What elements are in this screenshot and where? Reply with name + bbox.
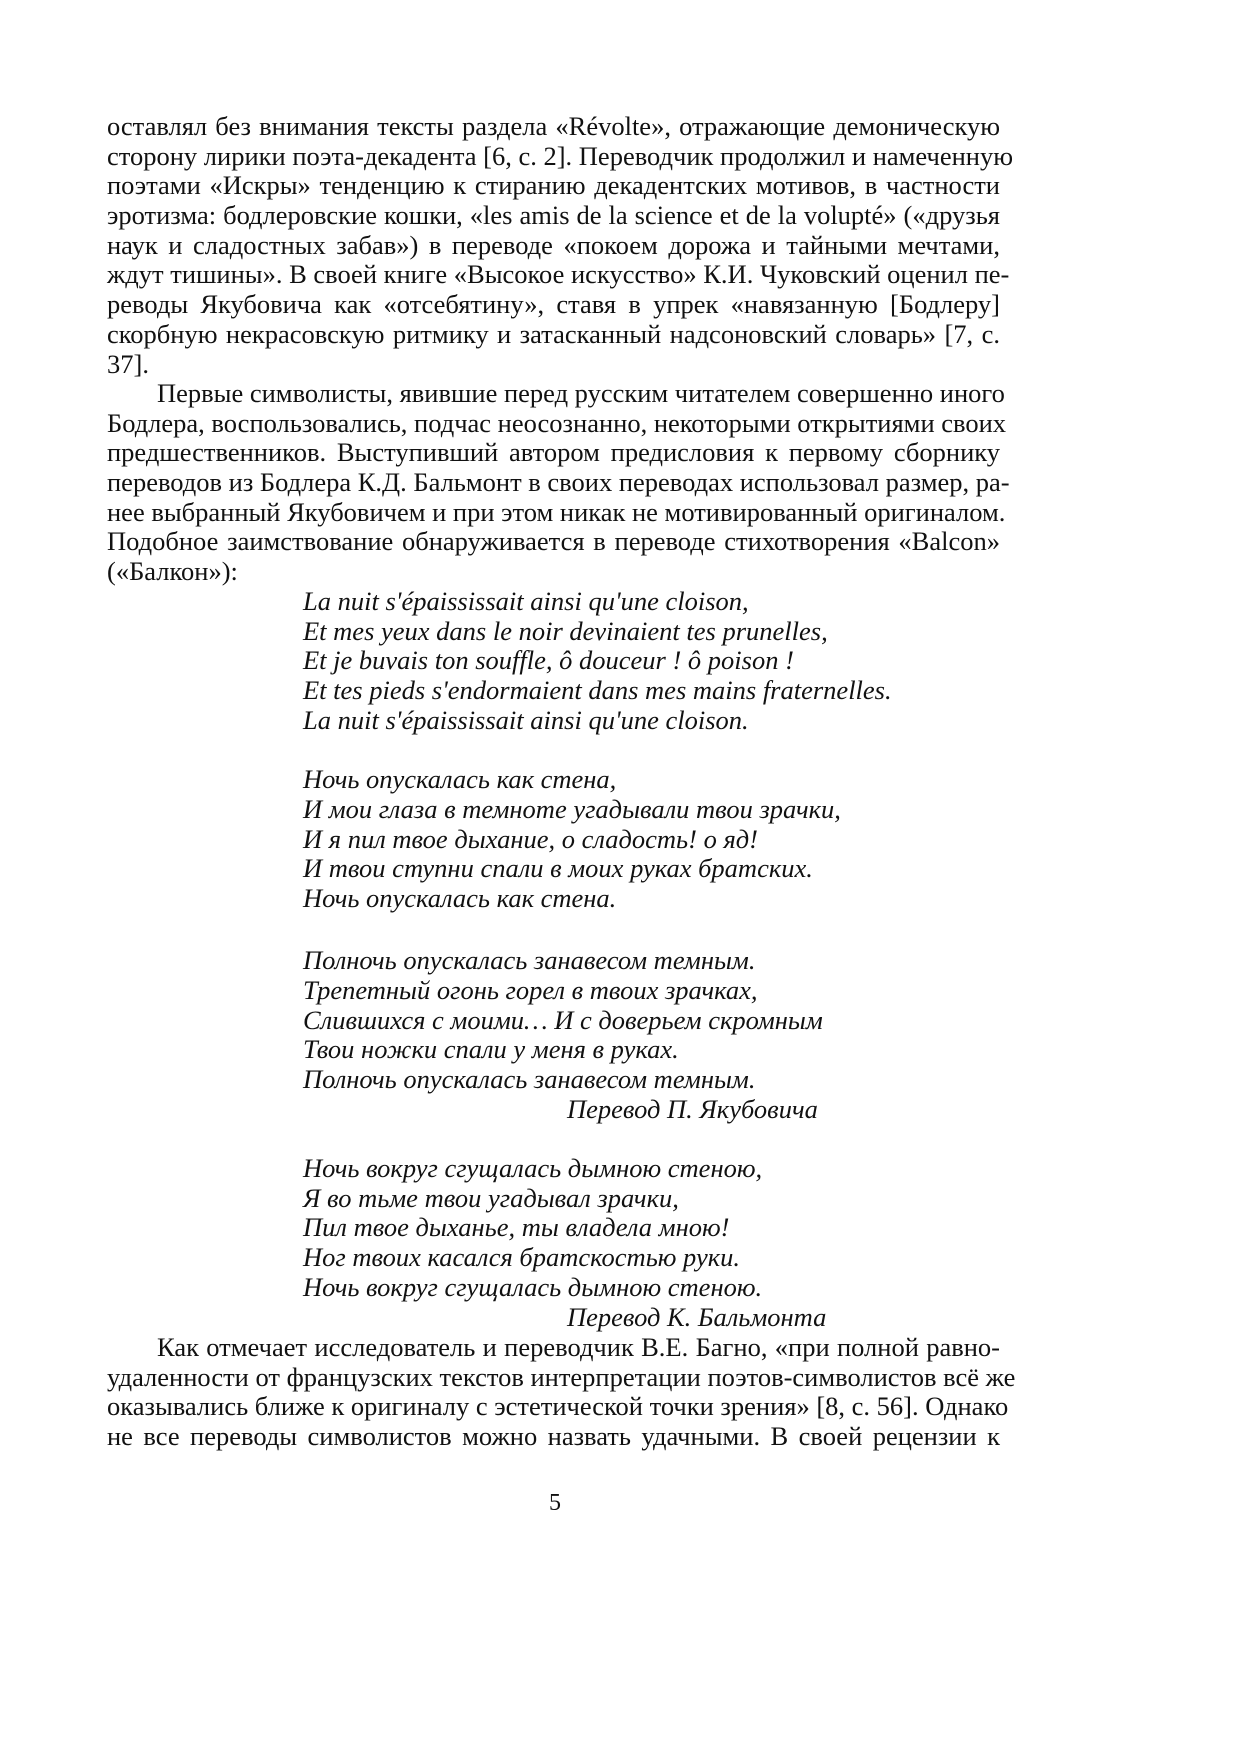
paragraph-1 xyxy=(107,111,1014,379)
text-line: («Балкон»): xyxy=(107,556,238,587)
verse-line: Ночь вокруг сгущалась дымною стеною. xyxy=(303,1271,763,1302)
text-line: эротизма: бодлеровские кошки, «les amis de la science et de la volupté» («друзья xyxy=(107,200,1000,231)
verse-line: Трепетный огонь горел в твоих зрачках, xyxy=(303,974,758,1005)
verse-line: Слившихся с моими… И с доверьем скромным xyxy=(303,1004,823,1035)
verse-line: Et mes yeux dans le noir devinaient tes prunelles, xyxy=(303,615,828,646)
verse-line: Ног твоих касался братскостью руки. xyxy=(303,1242,740,1273)
verse-line: Твои ножки спали у меня в руках. xyxy=(303,1034,679,1065)
stanza-balmont xyxy=(303,1154,892,1302)
text-line: Бодлера, воспользовались, подчас неосознанно, некоторыми открытиями своих xyxy=(107,407,1007,438)
verse-line: Полночь опускалась занавесом темным. xyxy=(303,1064,756,1094)
verse-line: Я во тьме твои угадывал зрачки, xyxy=(303,1182,679,1213)
text-line: реводы Якубовича как «отсебятину», ставя в упрек «навязанную [Бодлеру] xyxy=(107,289,1000,320)
text-line: Как отмечает исследователь и переводчик В.Е. Багно, «при полной равно- xyxy=(157,1332,1000,1362)
attribution-balmont: Перевод К. Бальмонта xyxy=(567,1301,827,1332)
verse-line: Ночь вокруг сгущалась дымною стеною, xyxy=(303,1153,763,1184)
text-line: поэтами «Искры» тенденцию к стиранию декадентских мотивов, в частности xyxy=(107,170,1000,201)
text-line: переводов из Бодлера К.Д. Бальмонт в своих переводах использовал размер, ра- xyxy=(107,467,1010,498)
page-number: 5 xyxy=(549,1490,561,1516)
verse-line: Ночь опускалась как стена. xyxy=(303,882,617,913)
text-line: не все переводы символистов можно назвать удачными. В своей рецензии к xyxy=(107,1421,1000,1452)
text-line: ждут тишины». В своей книге «Высокое искусство» К.И. Чуковский оценил пе- xyxy=(107,259,1010,290)
text-line: предшественников. Выступивший автором предисловия к первому сборнику xyxy=(107,437,1000,468)
verse-line: И я пил твое дыхание, о сладость! о яд! xyxy=(303,823,758,854)
verse-line: И мои глаза в темноте угадывали твои зрачки, xyxy=(303,793,841,824)
paragraph-2 xyxy=(107,378,1010,587)
poem-quotation xyxy=(303,587,892,1332)
paragraph-3 xyxy=(107,1332,1016,1452)
verse-line: La nuit s'épaississait ainsi qu'une cloison. xyxy=(303,704,749,735)
text-line: оставлял без внимания тексты раздела «Révolte», отражающие демоническую xyxy=(107,111,1000,141)
verse-line: Пил твое дыханье, ты владела мною! xyxy=(303,1212,730,1243)
attribution-yakubovich: Перевод П. Якубовича xyxy=(567,1093,818,1124)
text-line: сторону лирики поэта-декадента [6, с. 2]. Переводчик продолжил и намеченную xyxy=(107,140,1014,171)
verse-line: Et tes pieds s'endormaient dans mes mains fraternelles. xyxy=(303,675,892,706)
text-line: Первые символисты, явившие перед русским читателем совершенно иного xyxy=(157,378,1005,408)
stanza-yakubovich xyxy=(303,946,892,1094)
text-line: удаленности от французских текстов интерпретации поэтов-символистов всё же xyxy=(107,1361,1016,1392)
text-line: нее выбранный Якубовичем и при этом никак не мотивированный оригиналом. xyxy=(107,496,1006,527)
stanza-original xyxy=(303,587,892,735)
text-line: оказывались ближе к оригиналу с эстетической точки зрения» [8, с. 56]. Однако xyxy=(107,1391,1009,1422)
text-line: 37]. xyxy=(107,348,149,379)
verse-line: И твои ступни спали в моих руках братских. xyxy=(303,853,813,884)
verse-line: Полночь опускалась занавесом темным. xyxy=(303,945,756,976)
text-line: скорбную некрасовскую ритмику и затасканный надсоновский словарь» [7, с. xyxy=(107,318,1000,349)
text-line: Подобное заимствование обнаруживается в переводе стихотворения «Balcon» xyxy=(107,526,1000,557)
verse-line: Et je buvais ton souffle, ô douceur ! ô poison ! xyxy=(303,645,794,676)
verse-line: La nuit s'épaississait ainsi qu'une cloison, xyxy=(303,586,749,616)
text-line: наук и сладостных забав») в переводе «покоем дорожа и тайными мечтами, xyxy=(107,229,1000,260)
stanza-literal-translation xyxy=(303,765,892,913)
verse-line: Ночь опускалась как стена, xyxy=(303,764,617,795)
